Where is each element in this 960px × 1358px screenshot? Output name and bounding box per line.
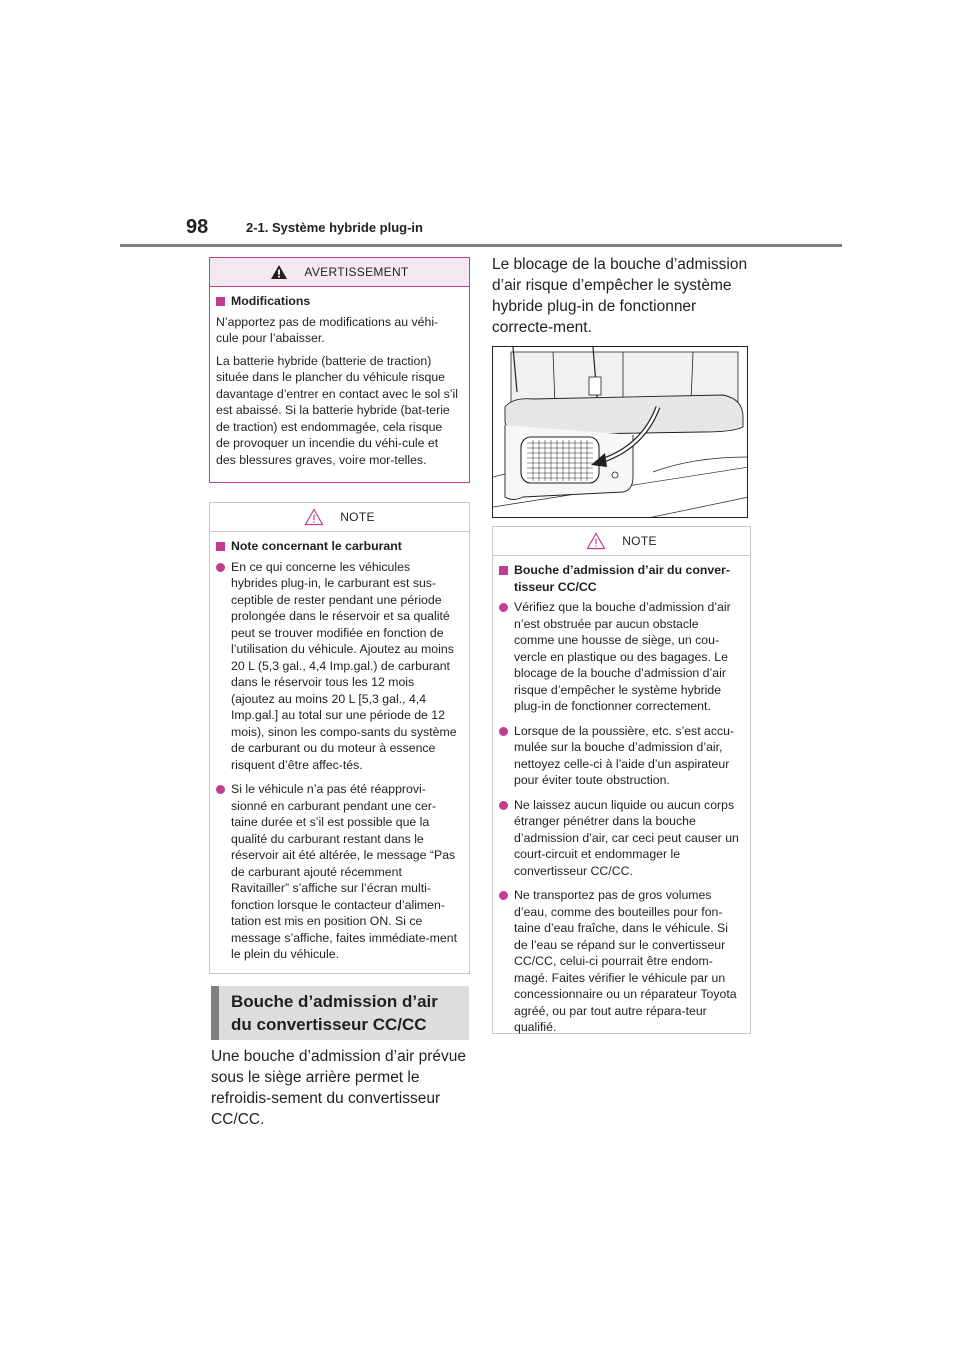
note-heading	[499, 562, 740, 595]
list-item	[499, 887, 740, 1036]
list-item-text: En ce qui concerne les véhicules hybrides plug-in, le carburant est sus-ceptible de rester pendant une période prolongée dans le réservoir et sa qualité peut se trouver modifiée en fonction de l’utilisation du véhicule. Ajoutez au moins 20 L (5,3 gal., 4,4 Imp.gal.) de carburant dans le réservoir tous les 12 mois (ajoutez au moins 20 L [5,3 gal., 4,4 Imp.gal.] au total sur une période de 12 mois), sinon les compo-sants du système de carburant ou du moteur à essence risquent d’être affec-tés.	[231, 559, 457, 772]
note-box-title: NOTE	[622, 533, 657, 548]
note-box-header	[493, 527, 750, 556]
note-box-air-intake	[492, 526, 751, 1034]
list-item-text: Si le véhicule n’a pas été réapprovi-sionné en carburant pendant une cer-taine durée et s’il est possible que la qualité du carburant restant dans le réservoir ait été altérée, le message “Pas de carburant ajouté récemment Ravitailler” s’affiche sur l’écran multi-fonction lorsque le contacteur d’alimen-tation est mis en position ON. Si ce message s’affiche, faites immédiate-ment le plein du véhicule.	[231, 782, 457, 961]
intro-paragraph: Une bouche d’admission d’air prévue sous le siège arrière permet le refroidis-sement du convertisseur CC/CC.	[211, 1048, 467, 1128]
list-item-text: Ne transportez pas de gros volumes d’eau, comme des bouteilles pour fon-taine d’eau fraîche, dans le véhicule. Si de l’eau se répand sur le convertisseur CC/CC, celui-ci pourrait être endom-magé. Faites vérifier le véhicule par un concessionnaire ou un réparateur Toyota agréé, ou par tout autre répara-teur qualifié.	[514, 888, 737, 1034]
square-bullet-icon	[216, 542, 225, 551]
round-bullet-icon	[216, 563, 225, 572]
note-box-header	[210, 503, 469, 532]
warning-box	[209, 257, 470, 483]
list-item	[499, 599, 740, 715]
blocking-paragraph: Le blocage de la bouche d’admission d’air risque d’empêcher le système hybride plug-in de fonctionner correcte-ment.	[492, 256, 748, 336]
caution-outline-icon	[586, 532, 606, 550]
round-bullet-icon	[499, 891, 508, 900]
warning-box-title: AVERTISSEMENT	[304, 264, 409, 279]
list-item-text: Lorsque de la poussière, etc. s’est accu-mulée sur la bouche d’admission d’air, nettoyez celle-ci à l’aide d’un aspirateur pour éviter toute obstruction.	[514, 723, 735, 787]
page-number: 98	[186, 216, 209, 238]
round-bullet-icon	[499, 801, 508, 810]
square-bullet-icon	[499, 566, 508, 575]
warning-heading	[216, 293, 459, 310]
note-heading-text: Bouche d’admission d’air du conver-tisseur CC/CC	[514, 563, 730, 594]
section-title: 2-1. Système hybride plug-in	[246, 220, 423, 235]
list-item	[216, 781, 459, 963]
round-bullet-icon	[216, 785, 225, 794]
warning-box-header	[210, 258, 469, 287]
list-item	[499, 723, 740, 789]
section-heading: Bouche d’admission d’air du convertisseur CC/CC	[211, 986, 469, 1040]
round-bullet-icon	[499, 603, 508, 612]
warning-paragraph: La batterie hybride (batterie de traction) située dans le plancher du véhicule risque davantage d’entrer en contact avec le sol s’il est abaissé. Si la batterie hybride (bat-terie de traction) est endommagée, cela risque de provoquer un incendie du véhi-cule et des blessures graves, voire mor-telles.	[216, 353, 458, 467]
warning-heading-text: Modifications	[231, 294, 311, 308]
round-bullet-icon	[499, 727, 508, 736]
warning-paragraph: N’apportez pas de modifications au véhi-cule pour l’abaisser.	[216, 314, 439, 345]
list-item-text: Vérifiez que la bouche d’admission d’air n’est obstruée par aucun obstacle comme une housse de siège, un cou-vercle en plastique ou des bagages. Le blocage de la bouche d’admission d’air risque d’empêcher le système hybride plug-in de fonctionner correctement.	[514, 600, 731, 713]
caution-outline-icon	[304, 508, 324, 526]
note-heading-text: Note concernant le carburant	[231, 539, 402, 553]
list-item	[499, 797, 740, 880]
header-divider	[120, 244, 842, 247]
note-box-fuel	[209, 502, 470, 974]
list-item	[216, 559, 459, 774]
note-heading	[216, 538, 459, 555]
square-bullet-icon	[216, 297, 225, 306]
air-intake-illustration	[492, 346, 748, 518]
list-item-text: Ne laissez aucun liquide ou aucun corps étranger pénétrer dans la bouche d’admission d’air, car ceci peut causer un court-circuit et endommager le convertisseur CC/CC.	[514, 797, 739, 878]
note-box-title: NOTE	[340, 509, 375, 524]
warning-triangle-icon	[270, 264, 288, 280]
